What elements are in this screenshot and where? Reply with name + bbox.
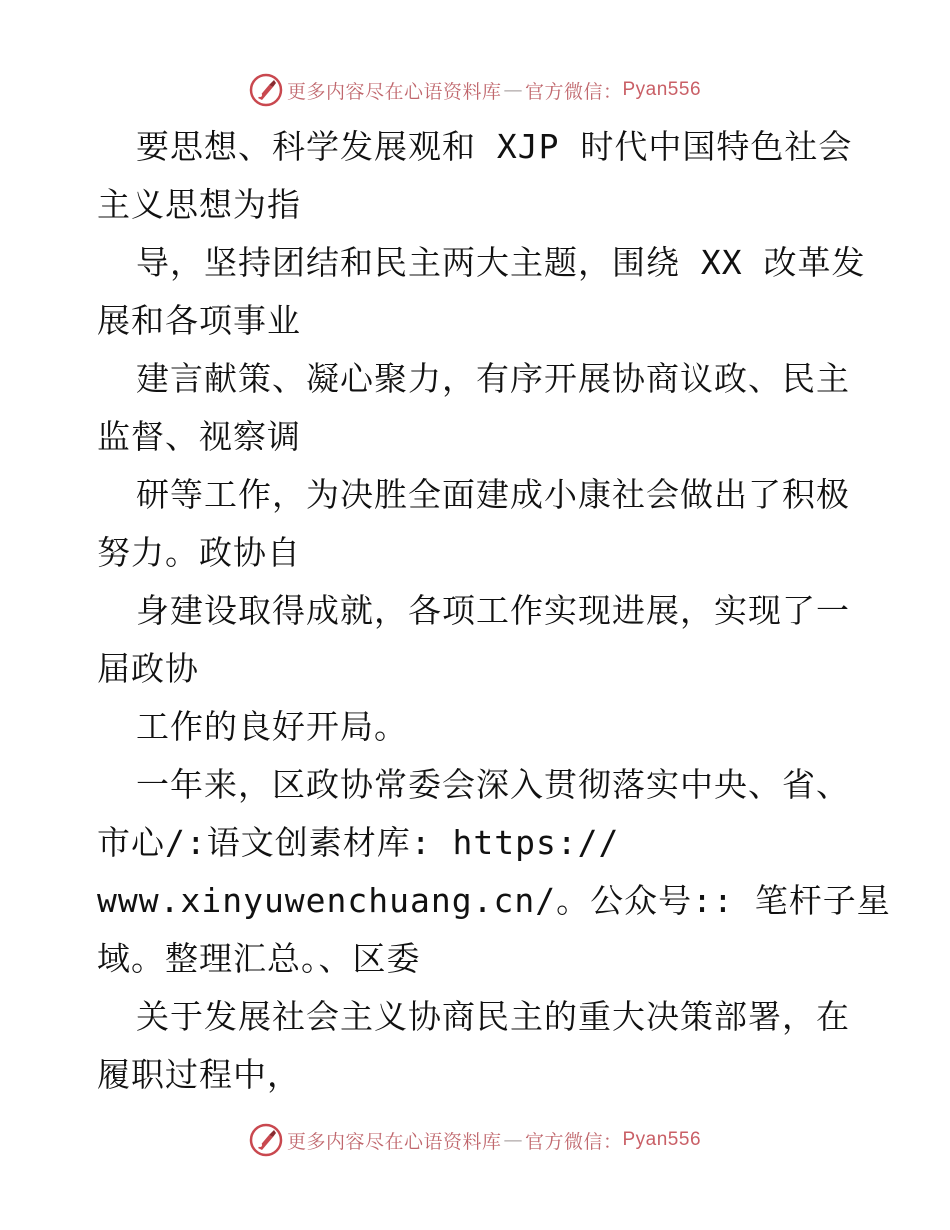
text-line: 研等工作，为决胜全面建成小康社会做出了积极 (136, 475, 850, 514)
text-line: 建言献策、凝心聚力，有序开展协商议政、民主 (136, 359, 850, 398)
text-line: 履职过程中， (97, 1055, 301, 1094)
text-line: 导，坚持团结和民主两大主题，围绕 XX 改革发 (136, 243, 866, 282)
ink-pen-logo-icon (249, 1123, 283, 1157)
text-line: 主义思想为指 (97, 185, 301, 224)
text-line: 域。整理汇总。、区委 (97, 939, 421, 978)
banner-text: 更多内容尽在心语资料库 (286, 1130, 502, 1153)
document-body (97, 118, 891, 1104)
text-line: 关于发展社会主义协商民主的重大决策部署，在 (136, 997, 850, 1036)
banner-text: 更多内容尽在心语资料库 (286, 80, 502, 103)
text-line: www.xinyuwenchuang.cn/。公众号:: 笔杆子星 (97, 881, 891, 920)
banner-separator: — (503, 79, 523, 101)
text-line: 身建设取得成就，各项工作实现进展，实现了一 (136, 591, 850, 630)
banner-separator: — (503, 1129, 523, 1151)
text-line: 展和各项事业 (97, 301, 301, 340)
banner-wechat-label: 官方微信： (524, 80, 623, 103)
text-line: 工作的良好开局。 (136, 707, 408, 746)
text-line: 监督、视察调 (97, 417, 301, 456)
banner-wechat-id: Pyan556 (622, 1129, 702, 1150)
text-line: 努力。政协自 (97, 533, 301, 572)
header-watermark-banner (0, 70, 950, 110)
banner-wechat-id: Pyan556 (622, 79, 702, 100)
ink-pen-logo-icon (249, 73, 283, 107)
text-line: 市心/:语文创素材库: https:// (97, 823, 620, 862)
text-line: 要思想、科学发展观和 XJP 时代中国特色社会 (136, 127, 853, 166)
banner-wechat-label: 官方微信： (524, 1130, 623, 1153)
text-line: 一年来，区政协常委会深入贯彻落实中央、省、 (136, 765, 850, 804)
footer-watermark-banner (0, 1120, 950, 1160)
text-line: 届政协 (97, 649, 199, 688)
